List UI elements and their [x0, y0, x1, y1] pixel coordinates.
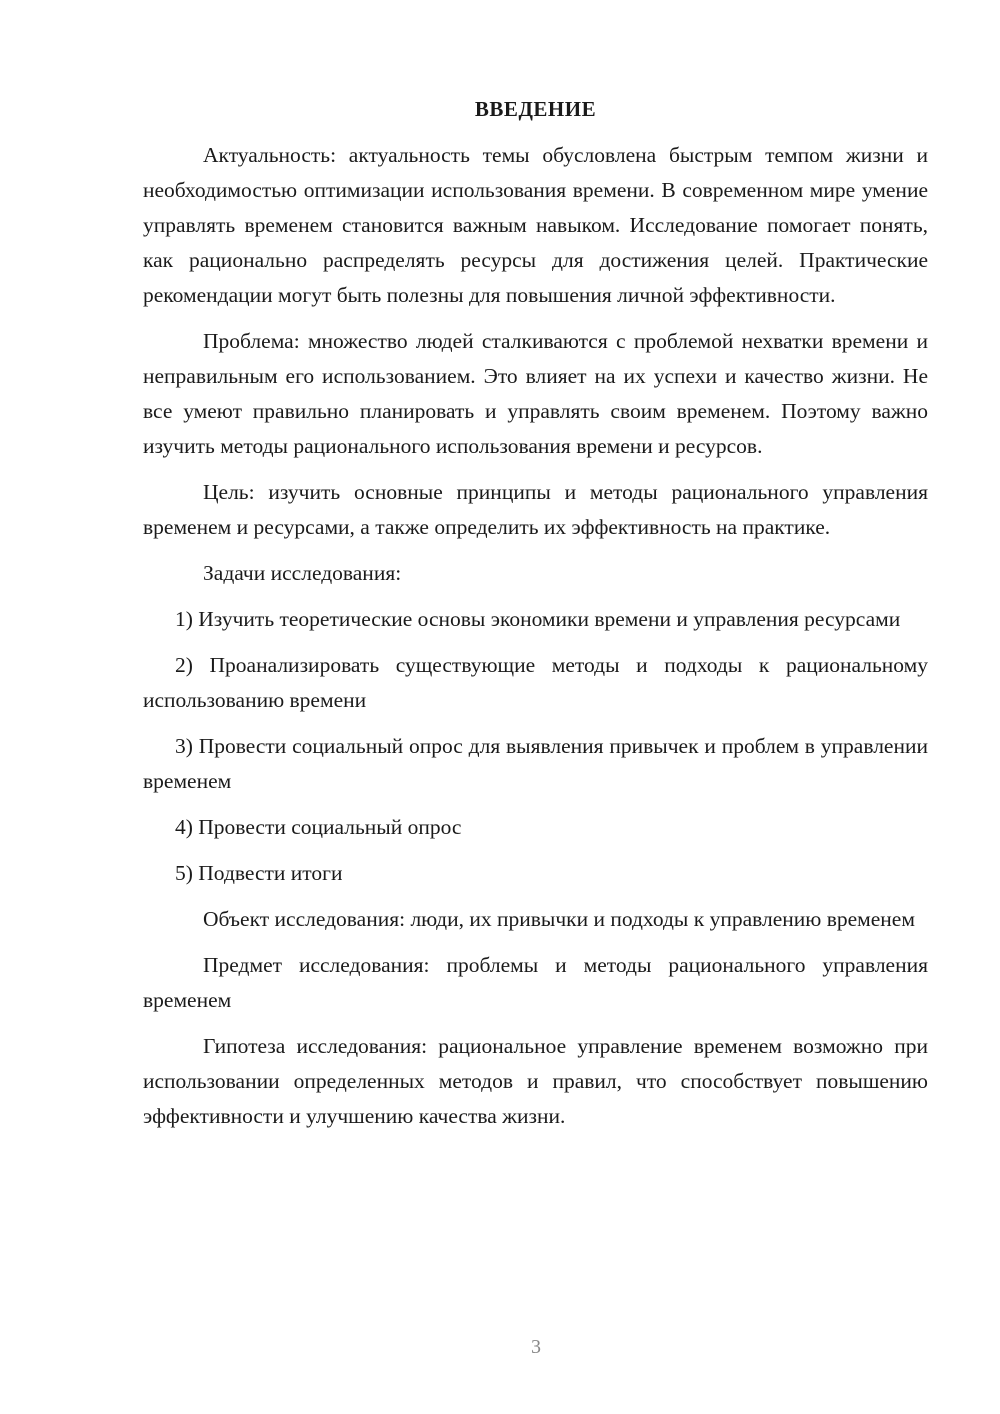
- task-item-3: 3) Провести социальный опрос для выявления привычек и проблем в управлении временем: [143, 734, 928, 793]
- paragraph-hypothesis: Гипотеза исследования: рациональное управление временем возможно при использовании определенных методов и правил, что способствует повышению эффективности и улучшению качества жизни.: [143, 1034, 928, 1128]
- task-item-4: 4) Провести социальный опрос: [175, 815, 462, 839]
- page-title: ВВЕДЕНИЕ: [474, 97, 597, 121]
- paragraph-goal: Цель: изучить основные принципы и методы рационального управления временем и ресурсами, а также определить их эффективность на практике.: [143, 480, 928, 539]
- paragraph-tasks-heading: Задачи исследования:: [203, 561, 402, 585]
- paragraph-object: Объект исследования: люди, их привычки и подходы к управлению временем: [203, 907, 915, 931]
- task-item-1: 1) Изучить теоретические основы экономики времени и управления ресурсами: [175, 607, 901, 631]
- task-item-5: 5) Подвести итоги: [175, 861, 343, 885]
- task-item-2: 2) Проанализировать существующие методы и подходы к рациональному использованию времени: [143, 653, 928, 712]
- document-page: [143, 92, 928, 1134]
- paragraph-problem: Проблема: множество людей сталкиваются с проблемой нехватки времени и неправильным его использованием. Это влияет на их успехи и качество жизни. Не все умеют правильно планировать и управлять своим временем. Поэтому важно изучить методы рационального использования времени и ресурсов.: [143, 329, 928, 458]
- page-number: 3: [531, 1336, 541, 1358]
- paragraph-subject: Предмет исследования: проблемы и методы рационального управления временем: [143, 953, 928, 1012]
- paragraph-relevance: Актуальность: актуальность темы обусловлена быстрым темпом жизни и необходимостью оптимизации использования времени. В современном мире умение управлять временем становится важным навыком. Исследование помогает понять, как рационально распределять ресурсы для достижения целей. Практические рекомендации могут быть полезны для повышения личной эффективности.: [143, 143, 928, 307]
